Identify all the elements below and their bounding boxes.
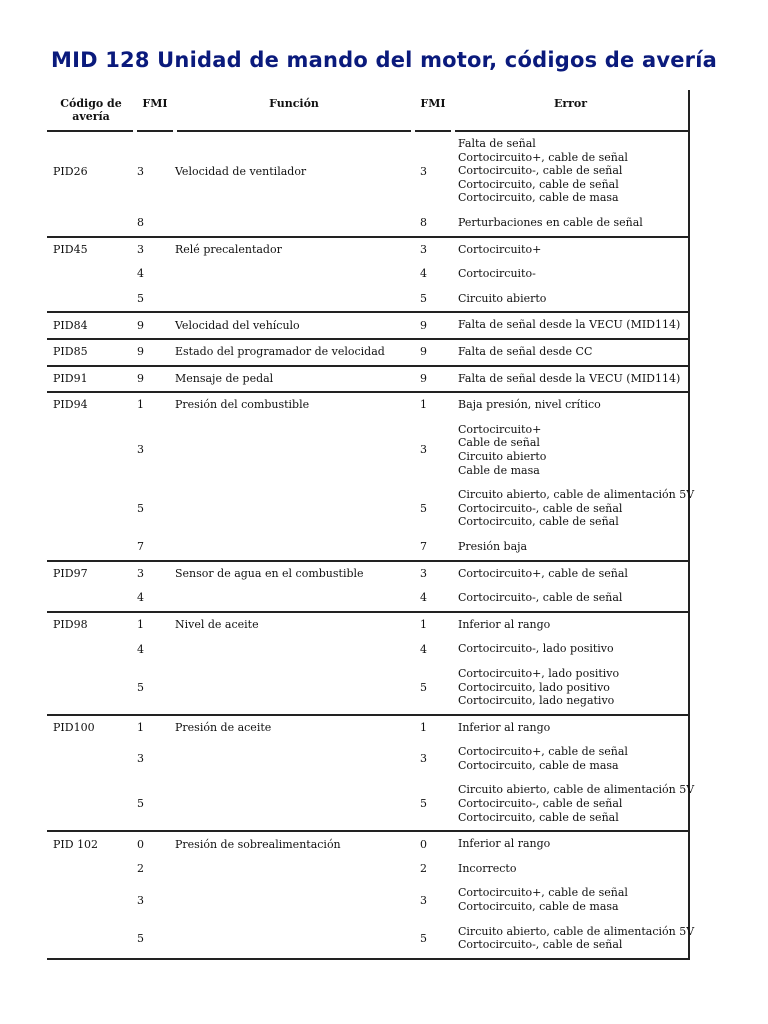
table-body xyxy=(47,132,695,960)
fmi-value: 3 xyxy=(137,242,144,256)
error-line: Baja presión, nivel crítico xyxy=(458,398,601,412)
fault-code: PID100 xyxy=(53,721,95,734)
error-line: Cortocircuito+, cable de señal xyxy=(458,886,628,900)
error-description xyxy=(458,667,619,708)
fmi-value-error: 3 xyxy=(420,164,427,178)
table-row xyxy=(47,716,688,741)
fmi-value: 3 xyxy=(137,752,144,766)
fmi-value: 1 xyxy=(137,398,144,412)
error-description xyxy=(458,745,628,772)
error-line: Cortocircuito+ xyxy=(458,242,542,256)
error-description xyxy=(458,372,680,386)
fault-code-table xyxy=(47,90,695,960)
table-row xyxy=(47,832,688,857)
error-line: Inferior al rango xyxy=(458,837,551,851)
table-row xyxy=(47,857,688,882)
table-row xyxy=(47,920,695,958)
error-line: Circuito abierto, cable de alimentación 5V xyxy=(458,924,695,938)
table-group xyxy=(47,313,688,340)
fmi-value-error: 3 xyxy=(420,893,427,907)
error-description xyxy=(458,318,680,332)
function-label: Nivel de aceite xyxy=(175,618,259,632)
fmi-value-error: 8 xyxy=(420,216,427,230)
fmi-value: 9 xyxy=(137,318,144,332)
table-group xyxy=(47,613,688,716)
error-description xyxy=(458,886,628,913)
error-description xyxy=(458,591,622,605)
function-label: Presión del combustible xyxy=(175,398,310,412)
table-row xyxy=(47,393,688,418)
error-line: Cortocircuito+, cable de señal xyxy=(458,150,628,164)
function-label: Relé precalentador xyxy=(175,242,282,256)
error-description xyxy=(458,137,628,205)
fmi-value: 5 xyxy=(137,797,144,811)
error-description xyxy=(458,925,694,952)
table-row xyxy=(47,313,688,338)
header-code: Código de avería xyxy=(60,97,122,123)
fmi-value: 5 xyxy=(137,680,144,694)
table-group xyxy=(47,832,695,960)
header-fmi-error: FMI xyxy=(420,97,446,110)
fmi-value: 3 xyxy=(137,893,144,907)
table-group xyxy=(47,367,688,394)
fmi-value-error: 5 xyxy=(420,292,427,306)
error-line: Cortocircuito+, cable de señal xyxy=(458,745,628,759)
fmi-value: 4 xyxy=(137,642,144,656)
error-line: Cortocircuito+ xyxy=(458,422,542,436)
error-line: Cortocircuito, cable de masa xyxy=(458,191,619,205)
error-line: Circuito abierto xyxy=(458,291,547,305)
error-description xyxy=(458,783,694,824)
table-row xyxy=(47,483,695,535)
fault-code: PID97 xyxy=(53,566,88,580)
table-row xyxy=(47,132,688,211)
error-line: Falta de señal desde la VECU (MID114) xyxy=(458,371,681,385)
fault-code: PID85 xyxy=(53,345,88,359)
error-line: Inferior al rango xyxy=(458,617,551,631)
fault-code: PID84 xyxy=(53,318,88,332)
function-label: Mensaje de pedal xyxy=(175,371,274,385)
fmi-value-error: 0 xyxy=(420,837,427,851)
fmi-value-error: 9 xyxy=(420,371,427,385)
table-row xyxy=(47,881,688,919)
table-row xyxy=(47,740,688,778)
fmi-value-error: 9 xyxy=(420,345,427,359)
error-description xyxy=(458,837,550,851)
error-line: Inferior al rango xyxy=(458,720,551,734)
error-line: Cortocircuito-, cable de señal xyxy=(458,938,623,952)
fmi-value-error: 4 xyxy=(420,591,427,605)
error-line: Cortocircuito+, lado positivo xyxy=(458,666,620,680)
table-row xyxy=(47,778,695,830)
error-line: Cortocircuito, lado negativo xyxy=(458,694,615,708)
error-description xyxy=(458,423,546,477)
fault-code: PID 102 xyxy=(53,837,99,851)
fmi-value-error: 1 xyxy=(420,618,427,632)
table-group xyxy=(47,716,695,833)
error-description xyxy=(458,292,546,306)
fmi-value-error: 1 xyxy=(420,398,427,412)
fmi-value: 1 xyxy=(137,721,144,734)
table-row xyxy=(47,418,688,483)
error-line: Cortocircuito-, lado positivo xyxy=(458,642,614,656)
table-group xyxy=(47,340,688,367)
function-label: Sensor de agua en el combustible xyxy=(175,566,364,580)
error-line: Circuito abierto, cable de alimentación 5V xyxy=(458,783,695,797)
table-row xyxy=(47,562,688,587)
error-line: Circuito abierto, cable de alimentación 5V xyxy=(458,488,695,502)
fmi-value: 0 xyxy=(137,837,144,851)
fmi-value-error: 1 xyxy=(420,721,427,734)
fault-code: PID98 xyxy=(53,618,88,632)
table-group xyxy=(47,562,688,613)
fmi-value: 2 xyxy=(137,862,144,876)
header-function: Función xyxy=(269,97,319,110)
fmi-value: 3 xyxy=(137,566,144,580)
fmi-value-error: 5 xyxy=(420,797,427,811)
table-row xyxy=(47,262,688,287)
fmi-value: 9 xyxy=(137,345,144,359)
table-row xyxy=(47,211,688,236)
error-line: Cortocircuito, cable de señal xyxy=(458,810,619,824)
table-row xyxy=(47,287,688,312)
fmi-value: 3 xyxy=(137,443,144,457)
error-line: Cortocircuito-, cable de señal xyxy=(458,591,623,605)
error-description xyxy=(458,618,550,632)
fmi-value: 7 xyxy=(137,540,144,554)
fault-code: PID45 xyxy=(53,242,88,256)
table-group xyxy=(47,393,695,561)
error-line: Cortocircuito-, cable de señal xyxy=(458,501,623,515)
fmi-value: 4 xyxy=(137,591,144,605)
header-error: Error xyxy=(553,97,588,110)
error-description xyxy=(458,267,536,281)
fault-code: PID26 xyxy=(53,164,88,178)
table-group xyxy=(47,238,688,314)
error-line: Cortocircuito-, cable de señal xyxy=(458,797,623,811)
fmi-value-error: 5 xyxy=(420,680,427,694)
table-row xyxy=(47,586,688,611)
error-description xyxy=(458,488,694,529)
table-row xyxy=(47,637,688,662)
function-label: Velocidad de ventilador xyxy=(175,164,307,178)
fmi-value-error: 3 xyxy=(420,566,427,580)
error-line: Circuito abierto xyxy=(458,449,547,463)
error-line: Incorrecto xyxy=(458,861,517,875)
fmi-value: 4 xyxy=(137,267,144,281)
function-label: Velocidad del vehículo xyxy=(175,318,300,332)
error-description xyxy=(458,721,550,735)
table-row xyxy=(47,662,688,714)
error-description xyxy=(458,398,601,412)
error-line: Cortocircuito- xyxy=(458,267,536,281)
error-description xyxy=(458,243,541,257)
error-description xyxy=(458,216,643,230)
fmi-value: 3 xyxy=(137,164,144,178)
fmi-value: 5 xyxy=(137,292,144,306)
fault-code: PID94 xyxy=(53,398,88,412)
table-row xyxy=(47,367,688,392)
error-line: Cortocircuito, lado positivo xyxy=(458,680,610,694)
fmi-value: 1 xyxy=(137,618,144,632)
header-fmi: FMI xyxy=(142,97,168,110)
fmi-value-error: 2 xyxy=(420,862,427,876)
fault-code: PID91 xyxy=(53,371,88,385)
table-row xyxy=(47,613,688,638)
fmi-value: 9 xyxy=(137,371,144,385)
table-header xyxy=(47,90,688,132)
page-title: MID 128 Unidad de mando del motor, códigos de avería xyxy=(50,48,717,72)
table-group xyxy=(47,132,688,238)
error-line: Cortocircuito, cable de señal xyxy=(458,515,619,529)
table-row xyxy=(47,340,688,365)
fmi-value-error: 9 xyxy=(420,318,427,332)
error-line: Cortocircuito-, cable de señal xyxy=(458,164,623,178)
fmi-value-error: 4 xyxy=(420,642,427,656)
error-description xyxy=(458,862,516,876)
fmi-value-error: 3 xyxy=(420,752,427,766)
table-row xyxy=(47,238,688,263)
error-description xyxy=(458,345,592,359)
fmi-value-error: 4 xyxy=(420,267,427,281)
error-description xyxy=(458,567,628,581)
error-line: Cable de señal xyxy=(458,436,540,450)
error-line: Falta de señal xyxy=(458,137,536,150)
table-row xyxy=(47,535,688,560)
error-description xyxy=(458,642,614,656)
fmi-value-error: 3 xyxy=(420,443,427,457)
function-label: Estado del programador de velocidad xyxy=(175,345,385,359)
fmi-value-error: 5 xyxy=(420,502,427,516)
fmi-value: 5 xyxy=(137,931,144,945)
error-line: Presión baja xyxy=(458,539,528,553)
error-description xyxy=(458,540,527,554)
error-line: Perturbaciones en cable de señal xyxy=(458,216,643,229)
error-line: Cortocircuito+, cable de señal xyxy=(458,566,628,580)
error-line: Cortocircuito, cable de masa xyxy=(458,900,619,914)
error-line: Falta de señal desde la VECU (MID114) xyxy=(458,318,681,332)
function-label: Presión de aceite xyxy=(175,721,272,734)
fmi-value: 8 xyxy=(137,216,144,230)
fmi-value-error: 3 xyxy=(420,242,427,256)
error-line: Falta de señal desde CC xyxy=(458,344,593,358)
fmi-value: 5 xyxy=(137,502,144,516)
fmi-value-error: 7 xyxy=(420,540,427,554)
error-line: Cable de masa xyxy=(458,463,540,477)
error-line: Cortocircuito, cable de señal xyxy=(458,177,619,191)
function-label: Presión de sobrealimentación xyxy=(175,837,341,851)
error-line: Cortocircuito, cable de masa xyxy=(458,758,619,772)
fmi-value-error: 5 xyxy=(420,931,427,945)
